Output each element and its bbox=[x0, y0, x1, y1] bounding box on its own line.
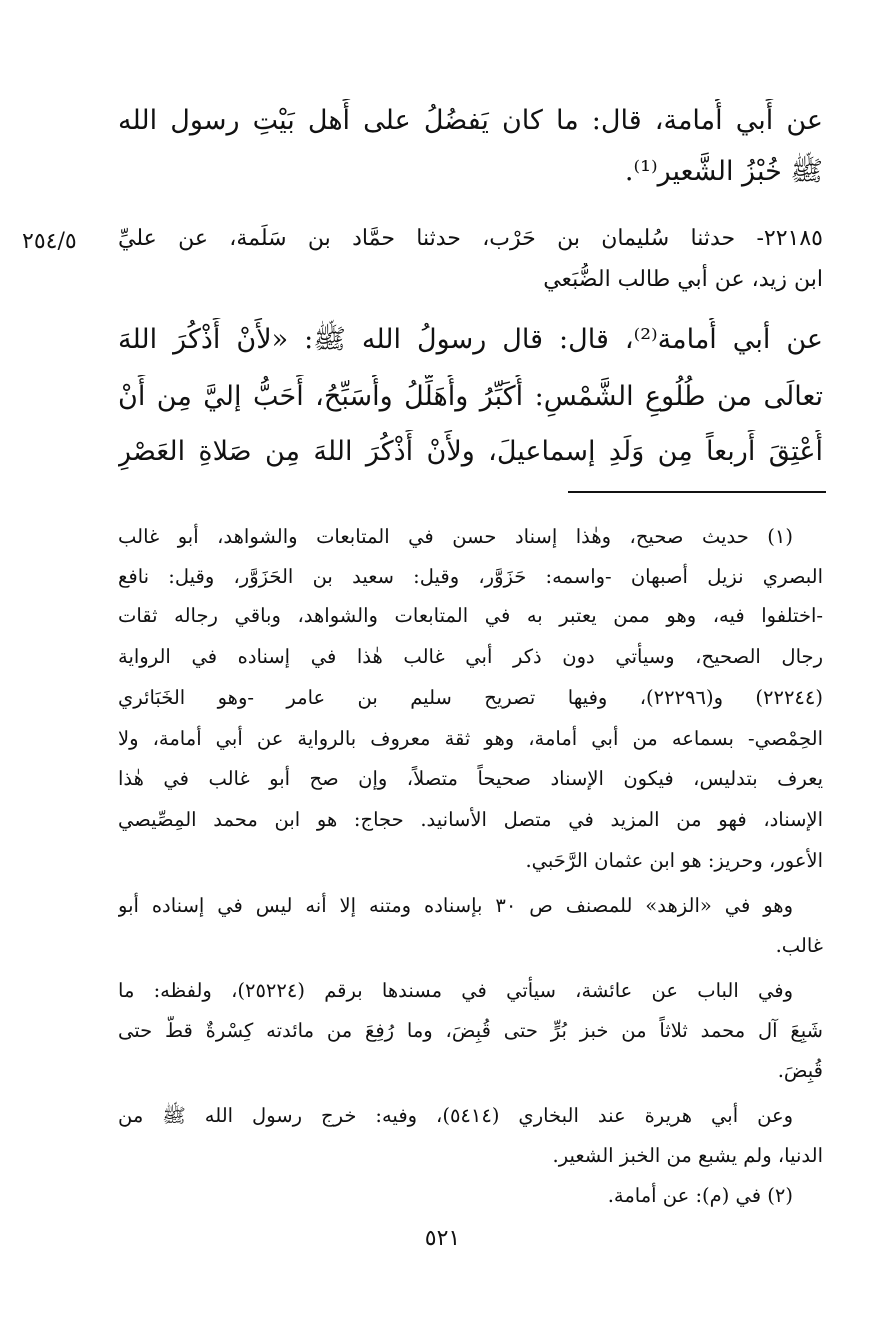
footnote-line: الإسناد، فهو من المزيد في متصل الأسانيد. حجاج: هو ابن محمد المِصِّيصي bbox=[118, 808, 823, 831]
footnote-line: (١) حديث صحيح، وهٰذا إسناد حسن في المتابعات والشواهد، أبو غالب bbox=[118, 525, 793, 548]
footnote-line: وهو في «الزهد» للمصنف ص ٣٠ بإسناده ومتنه إلا أنه ليس في إسناده أبو bbox=[118, 894, 793, 917]
page-number: ٥٢١ bbox=[424, 1226, 461, 1251]
main-text-line: ﷺ خُبْزُ الشَّعير⁽¹⁾. bbox=[624, 156, 823, 187]
footnote-line: قُبِضَ. bbox=[777, 1059, 823, 1082]
main-text-line: أُعْتِقَ أَربعاً مِن وَلَدِ إسماعيلَ، ولأَنْ أَذْكُرَ اللهَ مِن صَلاةِ العَصْرِ bbox=[118, 436, 823, 467]
footnote-separator bbox=[568, 491, 826, 493]
footnote-line: وعن أبي هريرة عند البخاري (٥٤١٤)، وفيه: خرج رسول الله ﷺ من bbox=[118, 1104, 793, 1127]
footnote-line: شَبِعَ آل محمد ثلاثاً من خبز بُرٍّ حتى قُبِضَ، وما رُفِعَ من مائدته كِسْرةٌ قطُّ حتى bbox=[118, 1019, 823, 1042]
margin-volume-page-ref: ٢٥٤/٥ bbox=[22, 229, 77, 254]
footnote-line: -اختلفوا فيه، وهو ممن يعتبر به في المتابعات والشواهد، وباقي رجاله ثقات bbox=[118, 604, 823, 627]
footnote-line: الدنيا، ولم يشبع من الخبز الشعير. bbox=[552, 1144, 823, 1167]
footnote-line: (٢) في (م): عن أمامة. bbox=[607, 1184, 793, 1207]
main-text-line: تعالَى من طُلُوعِ الشَّمْسِ: أُكَبِّرُ وأُهَلِّلُ وأُسَبِّحُ، أَحَبُّ إليَّ مِن أَنْ bbox=[118, 381, 823, 412]
footnote-line: الحِمْصي- بسماعه من أبي أمامة، وهو ثقة معروف بالرواية عن أبي أمامة، ولا bbox=[118, 727, 823, 750]
main-text-line: عن أبي أُمامة⁽²⁾، قال: قال رسولُ الله ﷺ: «لأَنْ أَذْكُرَ اللهَ bbox=[118, 324, 823, 355]
footnote-line: رجال الصحيح، وسيأتي دون ذكر أبي غالب هٰذا في إسناده في الرواية bbox=[118, 645, 823, 668]
footnote-line: غالب. bbox=[775, 934, 823, 957]
isnad-line: ٢٢١٨٥- حدثنا سُليمان بن حَرْب، حدثنا حمَّاد بن سَلَمة، عن عليِّ bbox=[118, 226, 823, 251]
main-text-line: عن أَبي أُمامة، قال: ما كان يَفضُلُ على أَهل بَيْتِ رسول الله bbox=[118, 105, 823, 136]
footnote-line: (٢٢٢٤٤) و(٢٢٢٩٦)، وفيها تصريح سليم بن عامر -وهو الخَبَائري bbox=[118, 686, 823, 709]
footnote-line: وفي الباب عن عائشة، سيأتي في مسندها برقم (٢٥٢٢٤)، ولفظه: ما bbox=[118, 979, 793, 1002]
footnote-line: البصري نزيل أصبهان -واسمه: حَزَوَّر، وقيل: سعيد بن الحَزَوَّر، وقيل: نافع bbox=[118, 565, 823, 588]
footnote-line: الأعور، وحريز: هو ابن عثمان الرَّحَبي. bbox=[525, 849, 823, 872]
footnote-line: يعرف بتدليس، فيكون الإسناد صحيحاً متصلاً، وإن صح أبو غالب في هٰذا bbox=[118, 767, 823, 790]
isnad-line: ابن زيد، عن أبي طالب الضُّبَعي bbox=[543, 267, 823, 292]
